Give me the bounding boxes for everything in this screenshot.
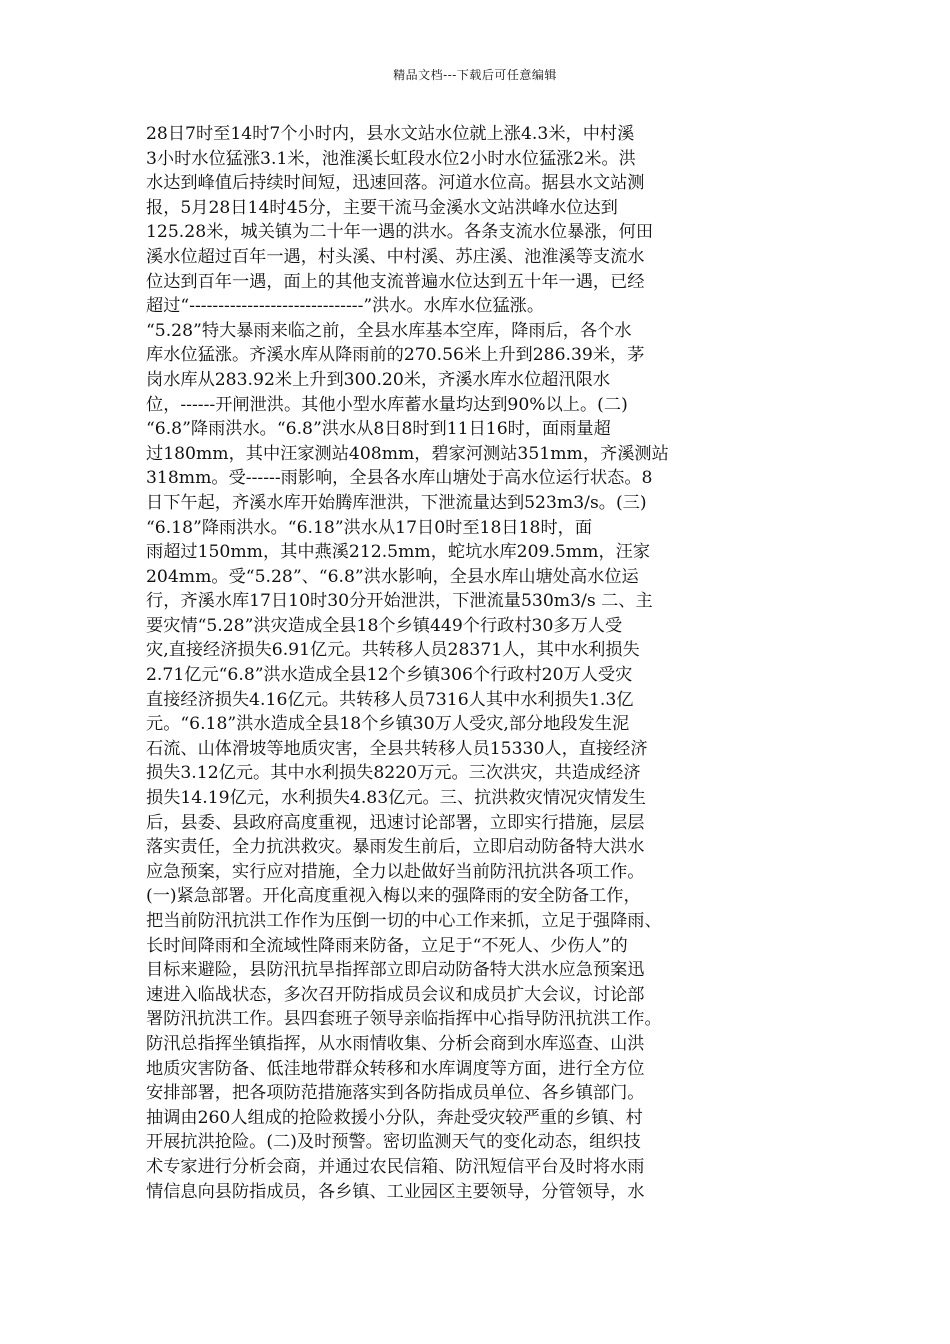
text-line: 后，县委、县政府高度重视，迅速讨论部署，立即实行措施，层层 [146,812,645,833]
text-line: 把当前防汛抗洪工作作为压倒一切的中心工作来抓，立足于强降雨、 [146,911,662,931]
text-line: 防汛总指挥坐镇指挥，从水雨情收集、分析会商到水库巡查、山洪 [146,1033,645,1054]
text-line: 318mm。受------雨影响，全县各水库山塘处于高水位运行状态。8 [146,468,653,489]
text-line: 长时间降雨和全流域性降雨来防备，立足于“不死人、少伤人”的 [146,935,628,956]
text-line: 日下午起，齐溪水库开始腾库泄洪，下泄流量达到523m3/s。(三) [146,492,647,513]
text-line: 水达到峰值后持续时间短，迅速回落。河道水位高。据县水文站测 [146,173,645,194]
text-line: 3小时水位猛涨3.1米，池淮溪长虹段水位2小时水位猛涨2米。洪 [146,148,636,169]
text-line: 雨超过150mm，其中燕溪212.5mm，蛇坑水库209.5mm，汪家 [146,542,651,563]
text-line: 125.28米，城关镇为二十年一遇的洪水。各条支流水位暴涨，何田 [146,222,654,243]
text-line: 术专家进行分析会商，并通过农民信箱、防汛短信平台及时将水雨 [146,1156,645,1177]
text-line: 元。“6.18”洪水造成全县18个乡镇30万人受灾,部分地段发生泥 [146,714,630,735]
document-body [146,122,816,1204]
text-line: 位，------开闸泄洪。其他小型水库蓄水量均达到90%以上。(二) [146,394,628,415]
text-line: 石流、山体滑坡等地质灾害，全县共转移人员15330人，直接经济 [146,738,648,759]
text-line: 情信息向县防指成员，各乡镇、工业园区主要领导，分管领导，水 [146,1181,645,1202]
text-line: “5.28”特大暴雨来临之前，全县水库基本空库，降雨后，各个水 [146,320,632,341]
text-line: (一)紧急部署。开化高度重视入梅以来的强降雨的安全防备工作， [146,886,641,907]
text-line: 抽调由260人组成的抢险救援小分队，奔赴受灾较严重的乡镇、村 [146,1107,643,1128]
text-line: 位达到百年一遇，面上的其他支流普遍水位达到五十年一遇，已经 [146,271,645,292]
text-line: 灾,直接经济损失6.91亿元。共转移人员28371人，其中水利损失 [146,640,640,661]
text-line: 落实责任，全力抗洪救灾。暴雨发生前后，立即启动防备特大洪水 [146,837,645,858]
page-header: 精品文档---下载后可任意编辑 [393,68,557,82]
text-line: 速进入临战状态，多次召开防指成员会议和成员扩大会议，讨论部 [146,984,645,1005]
text-line: 岗水库从283.92米上升到300.20米，齐溪水库水位超汛限水 [146,369,611,390]
text-line: 超过“------------------------------”洪水。水库水位猛涨。 [146,296,545,317]
text-line: 署防汛抗洪工作。县四套班子领导亲临指挥中心指导防汛抗洪工作。 [146,1009,662,1030]
text-line: 报，5月28日14时45分，主要干流马金溪水文站洪峰水位达到 [146,197,618,218]
text-line: 过180mm，其中汪家测站408mm，碧家河测站351mm，齐溪测站 [146,443,669,464]
text-line: 开展抗洪抢险。(二)及时预警。密切监测天气的变化动态，组织技 [146,1132,641,1153]
text-line: 应急预案，实行应对措施，全力以赴做好当前防汛抗洪各项工作。 [146,861,645,882]
text-line: 损失3.12亿元。其中水利损失8220万元。三次洪灾，共造成经济 [146,763,641,784]
text-line: 损失14.19亿元，水利损失4.83亿元。三、抗洪救灾情况灾情发生 [146,788,646,809]
text-line: 28日7时至14时7个小时内，县水文站水位就上涨4.3米，中村溪 [146,124,635,144]
text-line: 2.71亿元“6.8”洪水造成全县12个乡镇306个行政村20万人受灾 [146,665,633,686]
text-line: “6.18”降雨洪水。“6.18”洪水从17日0时至18日18时，面 [146,517,593,538]
text-line: 库水位猛涨。齐溪水库从降雨前的270.56米上升到286.39米，茅 [146,345,645,366]
text-line: 要灾情“5.28”洪灾造成全县18个乡镇449个行政村30多万人受 [146,615,623,636]
text-line: 直接经济损失4.16亿元。共转移人员7316人其中水利损失1.3亿 [146,689,634,710]
text-line: 安排部署，把各项防范措施落实到各防指成员单位、各乡镇部门。 [146,1083,645,1104]
text-line: “6.8”降雨洪水。“6.8”洪水从8日8时到11日16时，面雨量超 [146,419,611,440]
text-line: 行，齐溪水库17日10时30分开始泄洪，下泄流量530m3/s 二、主 [146,591,653,612]
text-line: 地质灾害防备、低洼地带群众转移和水库调度等方面，进行全方位 [146,1058,645,1079]
text-line: 目标来避险，县防汛抗旱指挥部立即启动防备特大洪水应急预案迅 [146,960,645,981]
text-line: 204mm。受“5.28”、“6.8”洪水影响，全县水库山塘处高水位运 [146,566,639,587]
text-line: 溪水位超过百年一遇，村头溪、中村溪、苏庄溪、池淮溪等支流水 [146,246,645,267]
